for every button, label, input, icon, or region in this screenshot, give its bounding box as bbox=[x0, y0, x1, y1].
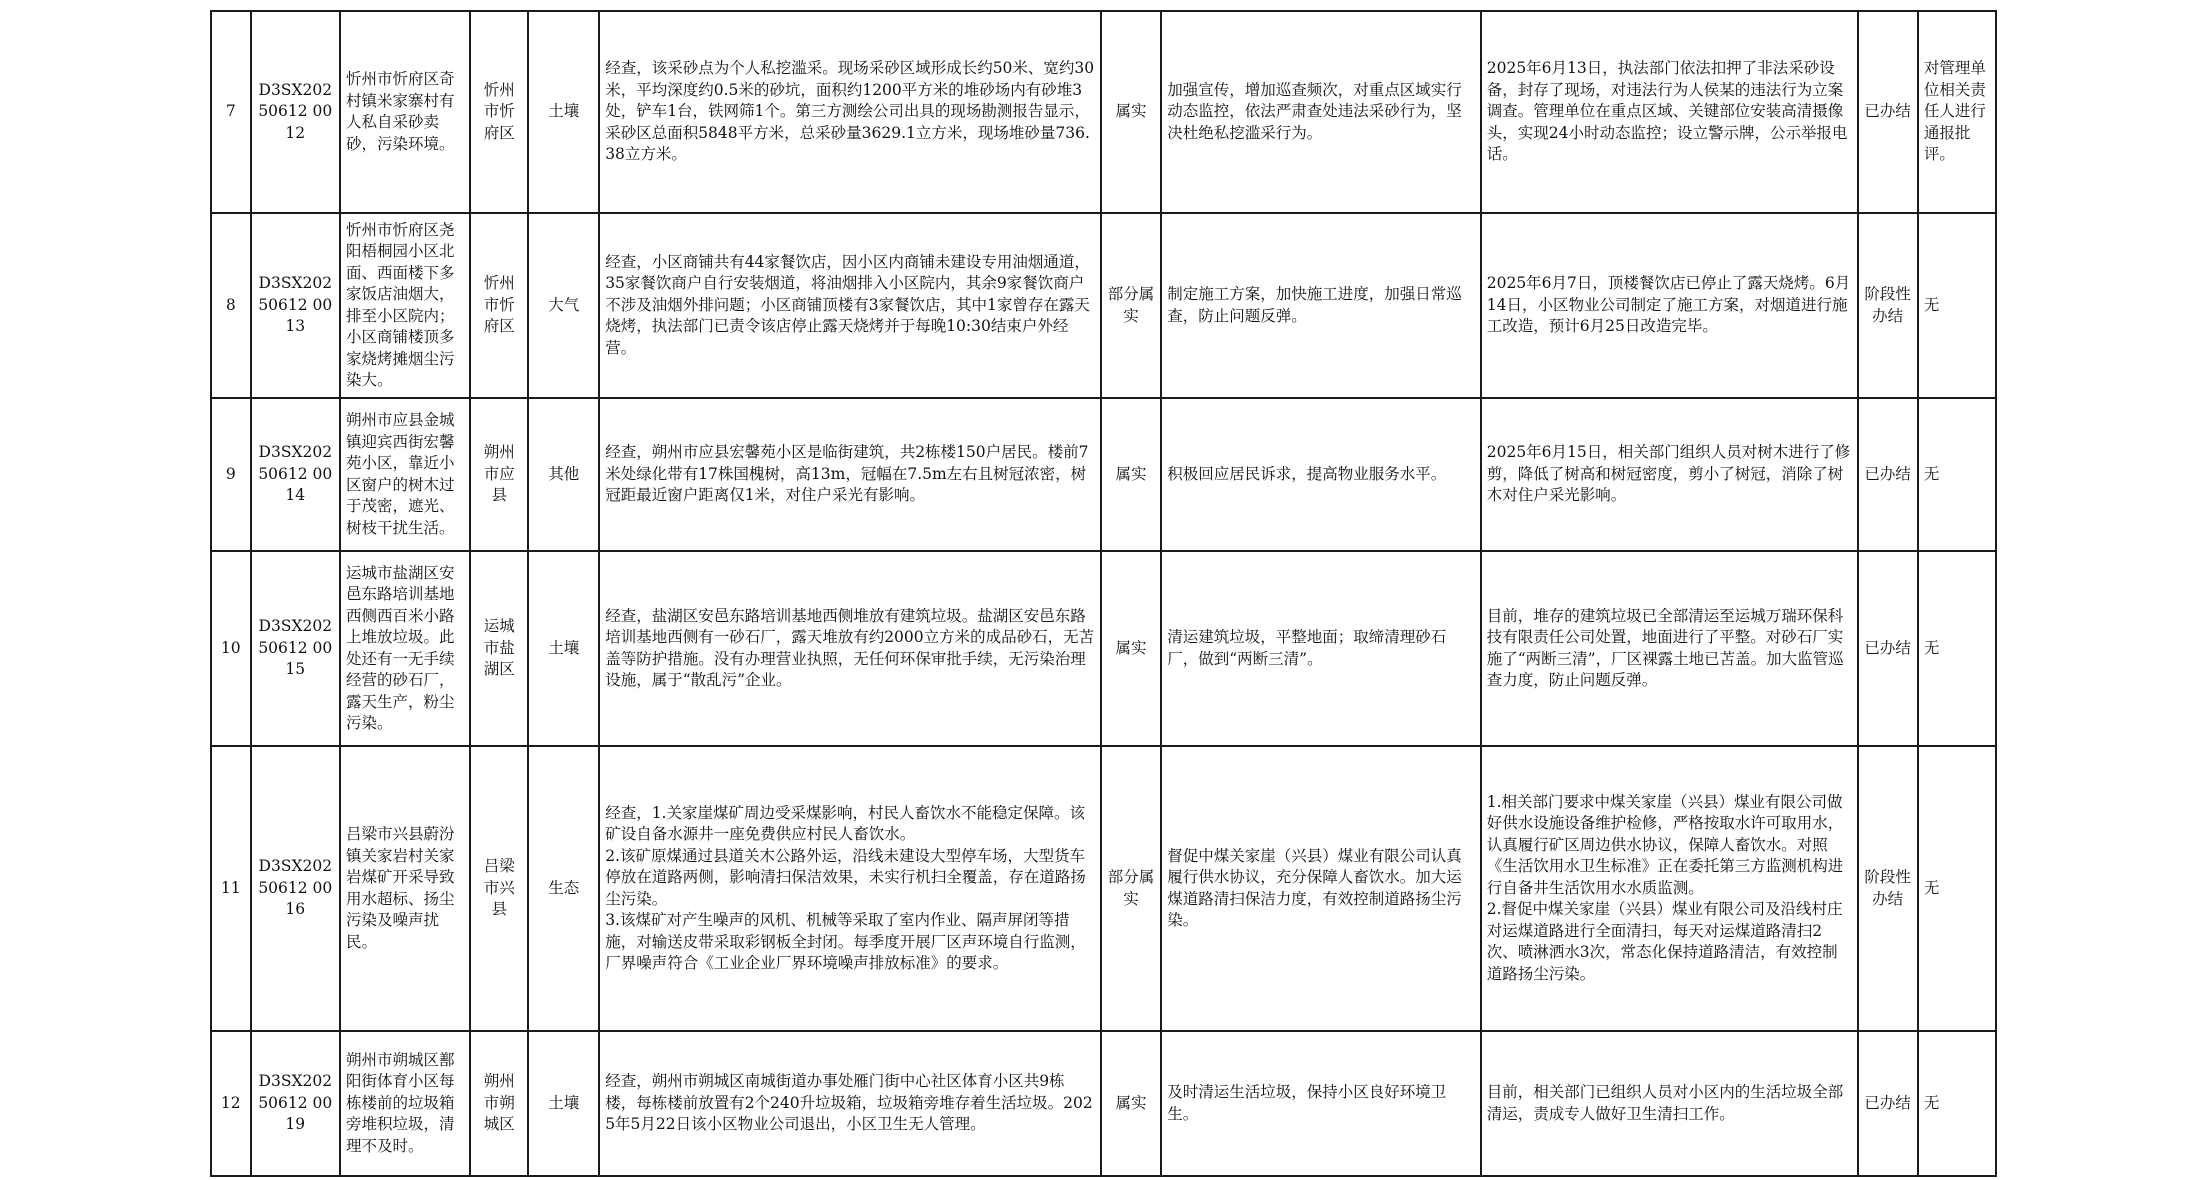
row-number: 7 bbox=[211, 11, 251, 213]
rectification-progress: 2025年6月13日，执法部门依法扣押了非法采砂设备，封存了现场，对违法行为人侯某的违法行为立案调查。管理单位在重点区域、关键部位安装高清摄像头，实现24小时动态监控；设立警示牌，公示举报电话。 bbox=[1481, 11, 1858, 213]
table-row bbox=[211, 551, 1996, 746]
complaint-content: 忻州市忻府区奇村镇米家寨村有人私自采砂卖砂，污染环境。 bbox=[340, 11, 470, 213]
investigation-paragraph: 经查，1.关家崖煤矿周边受采煤影响，村民人畜饮水不能稳定保障。该矿设自备水源井一座免费供应村民人畜饮水。 bbox=[605, 803, 1085, 843]
case-code: D3SX20250612 0016 bbox=[251, 746, 341, 1031]
case-table bbox=[210, 10, 1997, 1177]
investigation-result: 经查，朔州市应县宏馨苑小区是临街建筑，共2栋楼150户居民。楼前7米处绿化带有17株国槐树，高13m，冠幅在7.5m左右且树冠浓密，树冠距最近窗户距离仅1米，对住户采光有影响。 bbox=[599, 398, 1101, 551]
complaint-content: 忻州市忻府区尧阳梧桐园小区北面、西面楼下多家饭店油烟大，排至小区院内；小区商铺楼顶多家烧烤摊烟尘污染大。 bbox=[340, 213, 470, 398]
table-row bbox=[211, 213, 1996, 398]
rectification-progress: 2025年6月7日，顶楼餐饮店已停止了露天烧烤。6月14日，小区物业公司制定了施工方案，对烟道进行施工改造，预计6月25日改造完毕。 bbox=[1481, 213, 1858, 398]
accountability: 无 bbox=[1918, 398, 1996, 551]
table-row bbox=[211, 11, 1996, 213]
verdict: 属实 bbox=[1101, 11, 1161, 213]
investigation-paragraph: 2.该矿原煤通过县道关木公路外运，沿线未建设大型停车场，大型货车停放在道路两侧，影响清扫保洁效果，未实行机扫全覆盖，存在道路扬尘污染。 bbox=[605, 846, 1086, 908]
accountability: 无 bbox=[1918, 1031, 1996, 1176]
investigation-result bbox=[599, 746, 1101, 1031]
investigation-result: 经查，盐湖区安邑东路培训基地西侧堆放有建筑垃圾。盐湖区安邑东路培训基地西侧有一砂石厂，露天堆放有约2000立方米的成品砂石，无苫盖等防护措施。没有办理营业执照，无任何环保审批手续，无污染治理设施，属于“散乱污”企业。 bbox=[599, 551, 1101, 746]
rectification-progress: 目前，相关部门已组织人员对小区内的生活垃圾全部清运，责成专人做好卫生清扫工作。 bbox=[1481, 1031, 1858, 1176]
administrative-area: 朔州市朔城区 bbox=[470, 1031, 528, 1176]
rectification-measures: 制定施工方案，加快施工进度，加强日常巡查，防止问题反弹。 bbox=[1161, 213, 1481, 398]
investigation-result: 经查，该采砂点为个人私挖滥采。现场采砂区域形成长约50米、宽约30米，平均深度约0.5米的砂坑，面积约1200平方米的堆砂场内有砂堆3处，铲车1台，铁网筛1个。第三方测绘公司出具的现场勘测报告显示，采砂区总面积5848平方米，总采砂量3629.1立方米，现场堆砂量736.38立方米。 bbox=[599, 11, 1101, 213]
rectification-progress: 2025年6月15日，相关部门组织人员对树木进行了修剪，降低了树高和树冠密度，剪小了树冠，消除了树木对住户采光影响。 bbox=[1481, 398, 1858, 551]
table-row bbox=[211, 1031, 1996, 1176]
case-code: D3SX20250612 0014 bbox=[251, 398, 341, 551]
pollution-type: 土壤 bbox=[528, 551, 599, 746]
pollution-type: 土壤 bbox=[528, 1031, 599, 1176]
investigation-paragraph: 3.该煤矿对产生噪声的风机、机械等采取了室内作业、隔声屏闭等措施，对输送皮带采取彩钢板全封闭。每季度开展厂区声环境自行监测，厂界噪声符合《工业企业厂界环境噪声排放标准》的要求。 bbox=[605, 911, 1086, 972]
pollution-type: 大气 bbox=[528, 213, 599, 398]
case-code: D3SX20250612 0019 bbox=[251, 1031, 341, 1176]
row-number: 8 bbox=[211, 213, 251, 398]
completion-status: 已办结 bbox=[1858, 1031, 1918, 1176]
row-number: 10 bbox=[211, 551, 251, 746]
accountability: 无 bbox=[1918, 551, 1996, 746]
row-number: 11 bbox=[211, 746, 251, 1031]
rectification-measures: 积极回应居民诉求，提高物业服务水平。 bbox=[1161, 398, 1481, 551]
verdict: 属实 bbox=[1101, 1031, 1161, 1176]
rectification-measures: 加强宣传，增加巡查频次，对重点区域实行动态监控，依法严肃查处违法采砂行为，坚决杜绝私挖滥采行为。 bbox=[1161, 11, 1481, 213]
completion-status: 已办结 bbox=[1858, 551, 1918, 746]
rectification-measures: 清运建筑垃圾，平整地面；取缔清理砂石厂，做到“两断三清”。 bbox=[1161, 551, 1481, 746]
accountability: 无 bbox=[1918, 746, 1996, 1031]
completion-status: 阶段性办结 bbox=[1858, 746, 1918, 1031]
pollution-type: 生态 bbox=[528, 746, 599, 1031]
investigation-result: 经查，朔州市朔城区南城街道办事处雁门街中心社区体育小区共9栋楼，每栋楼前放置有2个240升垃圾箱，垃圾箱旁堆存着生活垃圾。2025年5月22日该小区物业公司退出，小区卫生无人管理。 bbox=[599, 1031, 1101, 1176]
administrative-area: 吕梁市兴县 bbox=[470, 746, 528, 1031]
verdict: 部分属实 bbox=[1101, 746, 1161, 1031]
row-number: 12 bbox=[211, 1031, 251, 1176]
complaint-content: 朔州市朔城区鄯阳街体育小区每栋楼前的垃圾箱旁堆积垃圾，清理不及时。 bbox=[340, 1031, 470, 1176]
accountability: 无 bbox=[1918, 213, 1996, 398]
rectification-progress: 目前，堆存的建筑垃圾已全部清运至运城万瑞环保科技有限责任公司处置，地面进行了平整。对砂石厂实施了“两断三清”，厂区裸露土地已苫盖。加大监管巡查力度，防止问题反弹。 bbox=[1481, 551, 1858, 746]
rectification-measures: 及时清运生活垃圾，保持小区良好环境卫生。 bbox=[1161, 1031, 1481, 1176]
rectification-progress bbox=[1481, 746, 1858, 1031]
complaint-content: 运城市盐湖区安邑东路培训基地西侧西百米小路上堆放垃圾。此处还有一无手续经营的砂石厂，露天生产，粉尘污染。 bbox=[340, 551, 470, 746]
completion-status: 已办结 bbox=[1858, 11, 1918, 213]
pollution-type: 土壤 bbox=[528, 11, 599, 213]
completion-status: 阶段性办结 bbox=[1858, 213, 1918, 398]
verdict: 部分属实 bbox=[1101, 213, 1161, 398]
rectification-measures: 督促中煤关家崖（兴县）煤业有限公司认真履行供水协议，充分保障人畜饮水。加大运煤道路清扫保洁力度，有效控制道路扬尘污染。 bbox=[1161, 746, 1481, 1031]
completion-status: 已办结 bbox=[1858, 398, 1918, 551]
progress-paragraph: 1.相关部门要求中煤关家崖（兴县）煤业有限公司做好供水设施设备维护检修，严格按取水许可取用水，认真履行矿区周边供水协议，保障人畜饮水。对照《生活饮用水卫生标准》正在委托第三方监测机构进行自备井生活饮用水水质监测。 bbox=[1486, 792, 1844, 897]
administrative-area: 运城市盐湖区 bbox=[470, 551, 528, 746]
progress-paragraph: 2.督促中煤关家崖（兴县）煤业有限公司及沿线村庄对运煤道路进行全面清扫，每天对运煤道路清扫2次、喷淋洒水3次，常态化保持道路清洁，有效控制道路扬尘污染。 bbox=[1486, 900, 1843, 983]
administrative-area: 忻州市忻府区 bbox=[470, 213, 528, 398]
administrative-area: 朔州市应县 bbox=[470, 398, 528, 551]
accountability: 对管理单位相关责任人进行通报批评。 bbox=[1918, 11, 1996, 213]
complaint-content: 吕梁市兴县蔚汾镇关家岩村关家岩煤矿开采导致用水超标、扬尘污染及噪声扰民。 bbox=[340, 746, 470, 1031]
table-row bbox=[211, 398, 1996, 551]
investigation-result: 经查，小区商铺共有44家餐饮店，因小区内商铺未建设专用油烟通道，35家餐饮商户自行安装烟道，将油烟排入小区院内，其余9家餐饮商户不涉及油烟外排问题；小区商铺顶楼有3家餐饮店，其中1家曾存在露天烧烤，执法部门已责令该店停止露天烧烤并于每晚10:30结束户外经营。 bbox=[599, 213, 1101, 398]
table-row bbox=[211, 746, 1996, 1031]
case-code: D3SX20250612 0012 bbox=[251, 11, 341, 213]
row-number: 9 bbox=[211, 398, 251, 551]
administrative-area: 忻州市忻府区 bbox=[470, 11, 528, 213]
case-code: D3SX20250612 0013 bbox=[251, 213, 341, 398]
case-code: D3SX20250612 0015 bbox=[251, 551, 341, 746]
verdict: 属实 bbox=[1101, 551, 1161, 746]
complaint-content: 朔州市应县金城镇迎宾西街宏馨苑小区，靠近小区窗户的树木过于茂密，遮光、树枝干扰生活。 bbox=[340, 398, 470, 551]
pollution-type: 其他 bbox=[528, 398, 599, 551]
verdict: 属实 bbox=[1101, 398, 1161, 551]
